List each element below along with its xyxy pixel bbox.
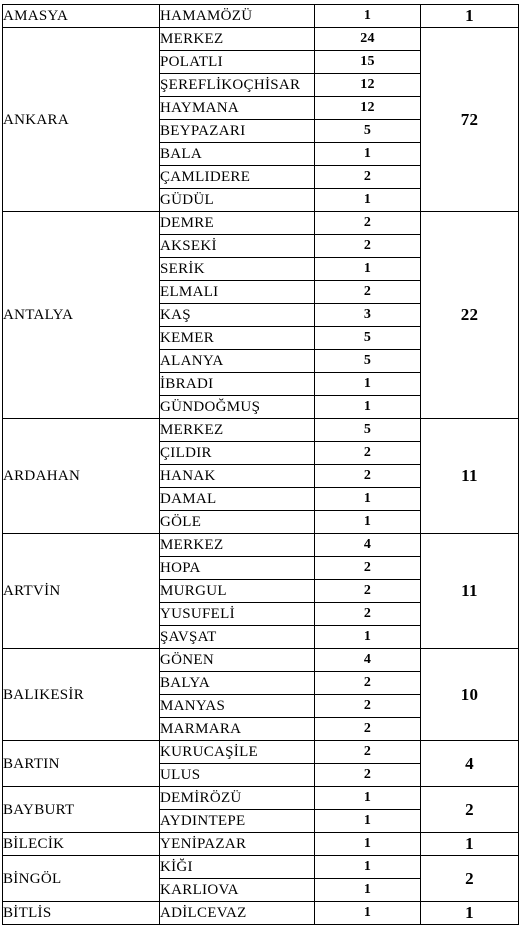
province-name: ARDAHAN [3, 419, 160, 534]
district-name: YUSUFELİ [160, 603, 315, 626]
table-row [3, 856, 519, 879]
district-name: GÜDÜL [160, 189, 315, 212]
district-count: 1 [315, 373, 421, 396]
district-count: 2 [315, 235, 421, 258]
district-count: 5 [315, 419, 421, 442]
district-name: ELMALI [160, 281, 315, 304]
district-count: 1 [315, 810, 421, 833]
district-name: AYDINTEPE [160, 810, 315, 833]
province-total: 10 [421, 649, 519, 741]
district-name: ADİLCEVAZ [160, 902, 315, 925]
district-name: MERKEZ [160, 28, 315, 51]
province-name: AMASYA [3, 5, 160, 28]
table-row [3, 28, 519, 51]
district-name: SERİK [160, 258, 315, 281]
district-count: 12 [315, 97, 421, 120]
district-count: 2 [315, 465, 421, 488]
province-total: 11 [421, 534, 519, 649]
district-count: 4 [315, 649, 421, 672]
district-count: 15 [315, 51, 421, 74]
province-total: 1 [421, 5, 519, 28]
province-total: 2 [421, 787, 519, 833]
district-name: İBRADI [160, 373, 315, 396]
district-name: KURUCAŞİLE [160, 741, 315, 764]
district-name: HANAK [160, 465, 315, 488]
district-count: 1 [315, 787, 421, 810]
district-name: ALANYA [160, 350, 315, 373]
district-count: 5 [315, 120, 421, 143]
district-count: 24 [315, 28, 421, 51]
province-name: BİTLİS [3, 902, 160, 925]
district-name: DEMRE [160, 212, 315, 235]
district-count: 1 [315, 626, 421, 649]
district-count: 2 [315, 672, 421, 695]
table-row [3, 649, 519, 672]
district-name: GÖNEN [160, 649, 315, 672]
district-name: MANYAS [160, 695, 315, 718]
district-name: ÇAMLIDERE [160, 166, 315, 189]
district-count: 2 [315, 695, 421, 718]
province-total: 1 [421, 833, 519, 856]
district-name: GÖLE [160, 511, 315, 534]
province-name: ANTALYA [3, 212, 160, 419]
district-name: MERKEZ [160, 534, 315, 557]
province-name: ARTVİN [3, 534, 160, 649]
district-name: ŞAVŞAT [160, 626, 315, 649]
district-name: BALA [160, 143, 315, 166]
province-name: BALIKESİR [3, 649, 160, 741]
province-name: ANKARA [3, 28, 160, 212]
district-count: 1 [315, 143, 421, 166]
province-name: BARTIN [3, 741, 160, 787]
district-count: 12 [315, 74, 421, 97]
province-total: 72 [421, 28, 519, 212]
district-count: 2 [315, 580, 421, 603]
district-name: MERKEZ [160, 419, 315, 442]
district-name: KAŞ [160, 304, 315, 327]
district-count: 2 [315, 557, 421, 580]
district-count: 2 [315, 212, 421, 235]
district-name: KEMER [160, 327, 315, 350]
district-name: AKSEKİ [160, 235, 315, 258]
table-row [3, 212, 519, 235]
district-count: 2 [315, 442, 421, 465]
district-count: 2 [315, 764, 421, 787]
district-name: YENİPAZAR [160, 833, 315, 856]
district-count: 1 [315, 902, 421, 925]
province-total: 2 [421, 856, 519, 902]
district-count: 1 [315, 488, 421, 511]
table-row [3, 419, 519, 442]
district-name: DAMAL [160, 488, 315, 511]
district-count: 1 [315, 511, 421, 534]
province-name: BAYBURT [3, 787, 160, 833]
district-count: 1 [315, 833, 421, 856]
province-total: 4 [421, 741, 519, 787]
district-count: 1 [315, 879, 421, 902]
district-count: 1 [315, 396, 421, 419]
district-count: 2 [315, 281, 421, 304]
district-name: BEYPAZARI [160, 120, 315, 143]
district-name: ÇILDIR [160, 442, 315, 465]
district-name: MARMARA [160, 718, 315, 741]
district-count: 3 [315, 304, 421, 327]
district-name: GÜNDOĞMUŞ [160, 396, 315, 419]
district-count: 2 [315, 603, 421, 626]
table-row [3, 833, 519, 856]
province-total: 22 [421, 212, 519, 419]
district-name: ULUS [160, 764, 315, 787]
district-name: KARLIOVA [160, 879, 315, 902]
district-count: 1 [315, 856, 421, 879]
district-name: DEMİRÖZÜ [160, 787, 315, 810]
table-row [3, 741, 519, 764]
table-row [3, 534, 519, 557]
district-count: 4 [315, 534, 421, 557]
district-name: HAYMANA [160, 97, 315, 120]
table-row [3, 902, 519, 925]
province-name: BİLECİK [3, 833, 160, 856]
district-count-table [2, 4, 519, 925]
district-count: 2 [315, 718, 421, 741]
province-total: 11 [421, 419, 519, 534]
district-name: HAMAMÖZÜ [160, 5, 315, 28]
province-name: BİNGÖL [3, 856, 160, 902]
district-count: 2 [315, 166, 421, 189]
district-count: 1 [315, 5, 421, 28]
table-body [3, 5, 519, 925]
district-name: POLATLI [160, 51, 315, 74]
district-count: 1 [315, 258, 421, 281]
district-name: MURGUL [160, 580, 315, 603]
district-count: 5 [315, 327, 421, 350]
district-name: HOPA [160, 557, 315, 580]
table-row [3, 787, 519, 810]
district-count: 2 [315, 741, 421, 764]
district-count: 5 [315, 350, 421, 373]
province-total: 1 [421, 902, 519, 925]
district-name: ŞEREFLİKOÇHİSAR [160, 74, 315, 97]
district-name: KİĞI [160, 856, 315, 879]
district-count: 1 [315, 189, 421, 212]
table-row [3, 5, 519, 28]
district-name: BALYA [160, 672, 315, 695]
